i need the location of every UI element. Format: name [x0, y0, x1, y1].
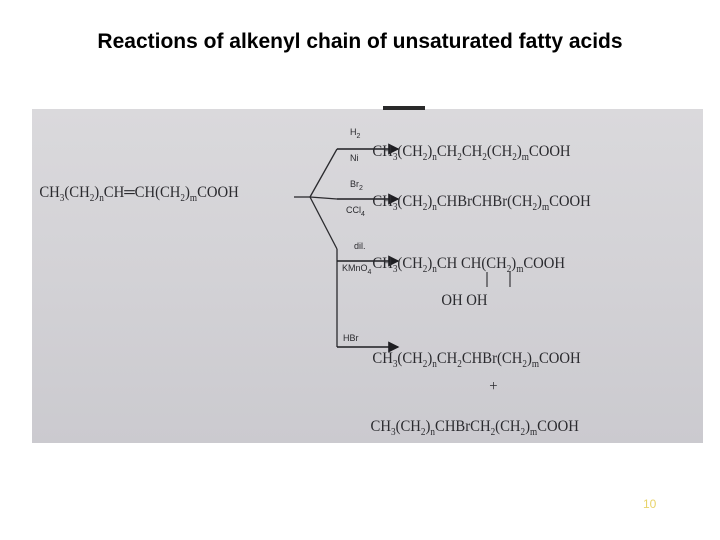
slide-title: Reactions of alkenyl chain of unsaturated fatty acids	[97, 30, 623, 53]
reaction-scheme	[32, 109, 703, 443]
reagent-h2: $H_2$	[350, 127, 361, 140]
reagent-dil: dil.	[354, 241, 366, 251]
reagent-hbr: HBr	[343, 333, 359, 343]
reactant-formula: $CH_3(CH_2)_nCH═CH(CH_2)_mCOOH$	[39, 183, 239, 205]
product-hydrogenation: $CH_3(CH_2)_nCH_2CH_2(CH_2)_mCOOH$	[372, 142, 571, 164]
product-hydroxylation: $CH_3(CH_2)_nCH$ $CH(CH_2)_mCOOH$	[372, 254, 566, 276]
reagent-kmno4: KMnO$_4$	[342, 263, 372, 276]
slide-number: 10	[643, 497, 657, 511]
branch-lines	[294, 149, 337, 347]
product-hbr-alt: $CH_3(CH_2)_nCHBrCH_2(CH_2)_mCOOH$	[370, 417, 579, 439]
product-hbr-major: $CH_3(CH_2)_nCH_2CHBr(CH_2)_mCOOH$	[372, 349, 581, 371]
reagent-ccl4: CCl$_4$	[346, 205, 365, 218]
plus-sign: +	[489, 377, 498, 396]
hydroxyl-groups: OH OH	[441, 291, 488, 310]
reagent-br2: $Br_2$	[350, 179, 363, 192]
reagent-ni: Ni	[350, 153, 359, 163]
reaction-arrows	[337, 149, 398, 347]
product-bromination: $CH_3(CH_2)_nCHBrCHBr(CH_2)_mCOOH$	[372, 192, 591, 214]
